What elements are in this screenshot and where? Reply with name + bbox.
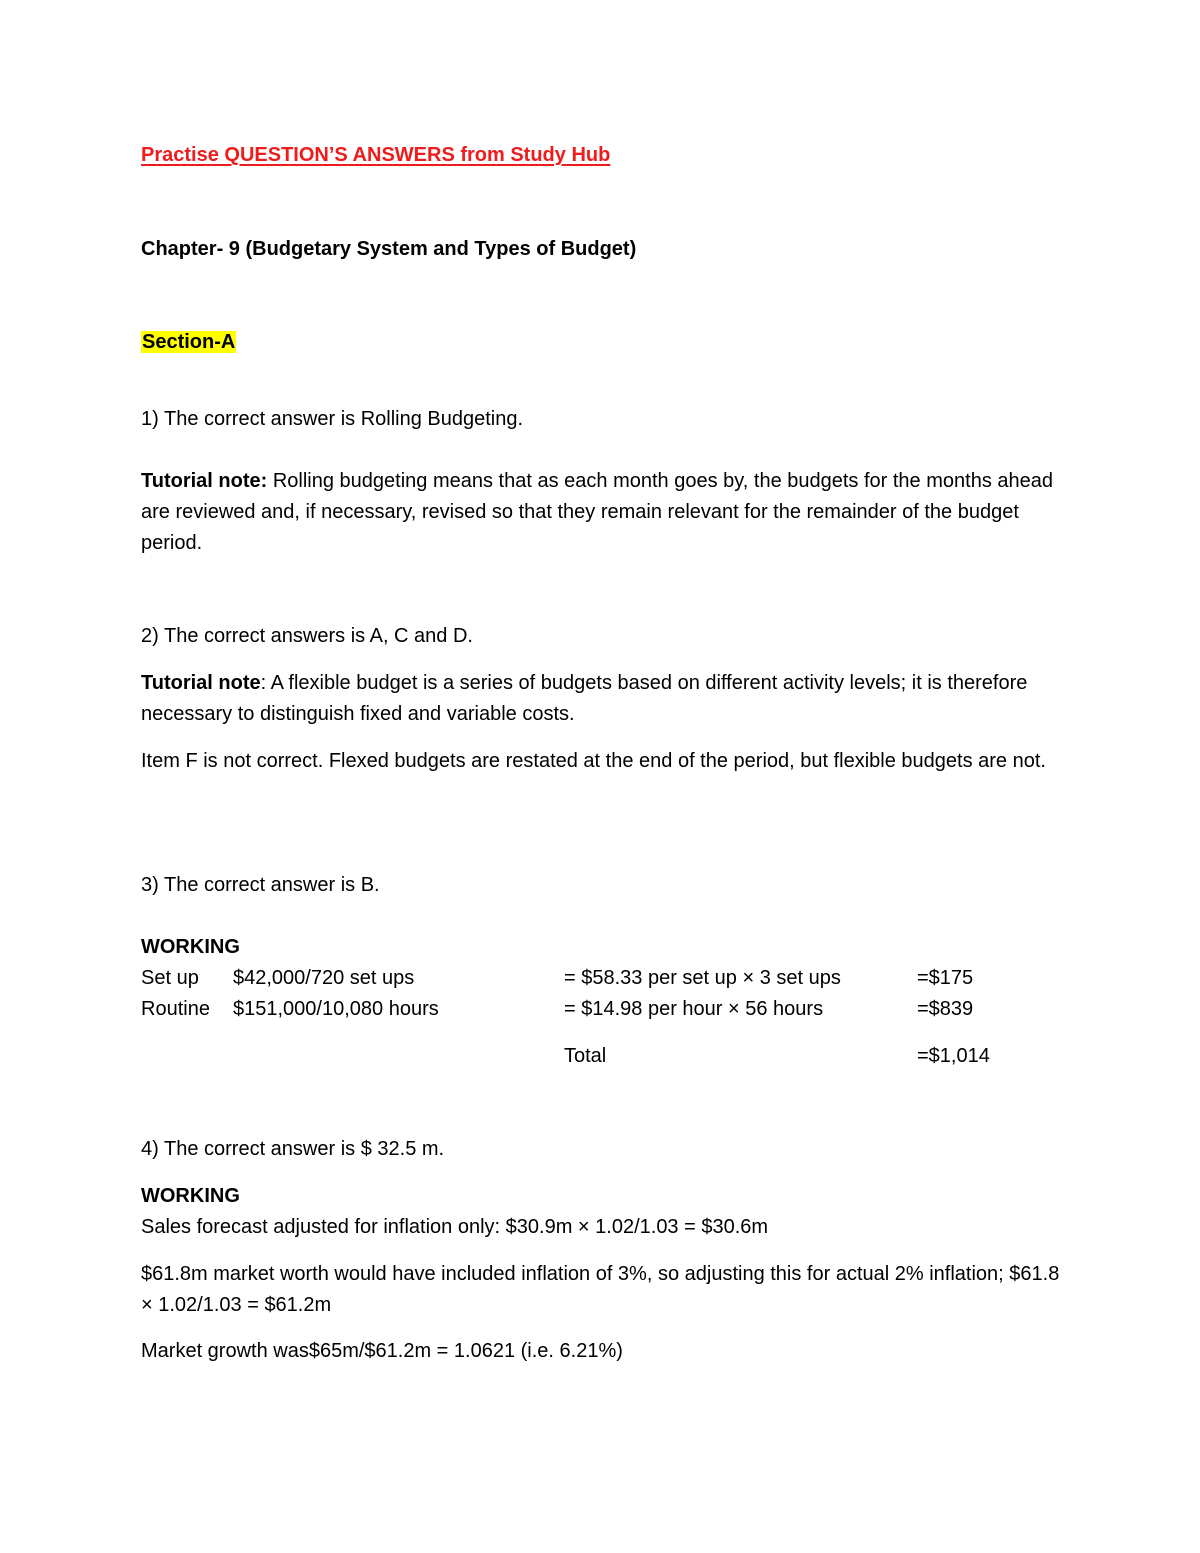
q3-row-rate: = $58.33 per set up × 3 set ups — [564, 967, 841, 989]
q2-note-text: : A flexible budget is a series of budgets based on different activity levels; it is therefore necessary to distinguish fixed and variable costs. — [141, 672, 1028, 725]
q3-row-label: Routine — [141, 998, 210, 1020]
section-heading — [141, 327, 236, 358]
q2-tutorial-note — [141, 668, 1071, 730]
q3-row-calc: $42,000/720 set ups — [233, 967, 415, 989]
q3-row-label: Set up — [141, 967, 199, 989]
q4-answer: 4) The correct answer is $ 32.5 m. — [141, 1138, 445, 1160]
q2-note-label: Tutorial note — [141, 672, 261, 694]
q1-note-label: Tutorial note: — [141, 470, 268, 492]
q3-row-result: =$175 — [917, 967, 974, 989]
q3-row-calc: $151,000/10,080 hours — [233, 998, 439, 1020]
q2-extra-note: Item F is not correct. Flexed budgets are restated at the end of the period, but flexible budgets are not. — [141, 750, 1046, 772]
q4-working-label: WORKING — [141, 1185, 240, 1207]
q3-total-label: Total — [564, 1045, 607, 1067]
q4-working-line-3: Market growth was$65m/$61.2m = 1.0621 (i.e. 6.21%) — [141, 1340, 623, 1362]
q1-tutorial-note — [141, 466, 1071, 559]
q3-total-value: =$1,014 — [917, 1045, 990, 1067]
q3-row-rate: = $14.98 per hour × 56 hours — [564, 998, 824, 1020]
q3-row-result: =$839 — [917, 998, 974, 1020]
chapter-heading: Chapter- 9 (Budgetary System and Types of Budget) — [141, 238, 637, 260]
q3-answer: 3) The correct answer is B. — [141, 874, 380, 896]
q3-working-label: WORKING — [141, 936, 240, 958]
q1-answer: 1) The correct answer is Rolling Budgeting. — [141, 408, 524, 430]
section-label: Section-A — [142, 331, 236, 353]
q2-answer: 2) The correct answers is A, C and D. — [141, 625, 473, 647]
q4-working-line-1: Sales forecast adjusted for inflation only: $30.9m × 1.02/1.03 = $30.6m — [141, 1216, 769, 1238]
q1-note-text: Rolling budgeting means that as each month goes by, the budgets for the months ahead are reviewed and, if necessary, revised so that they remain relevant for the remainder of the budget period. — [141, 470, 1053, 554]
q4-working-line-2: $61.8m market worth would have included inflation of 3%, so adjusting this for actual 2% inflation; $61.8 × 1.02/1.03 = $61.2m — [141, 1263, 1060, 1316]
document-title: Practise QUESTION’S ANSWERS from Study Hub — [141, 144, 611, 166]
